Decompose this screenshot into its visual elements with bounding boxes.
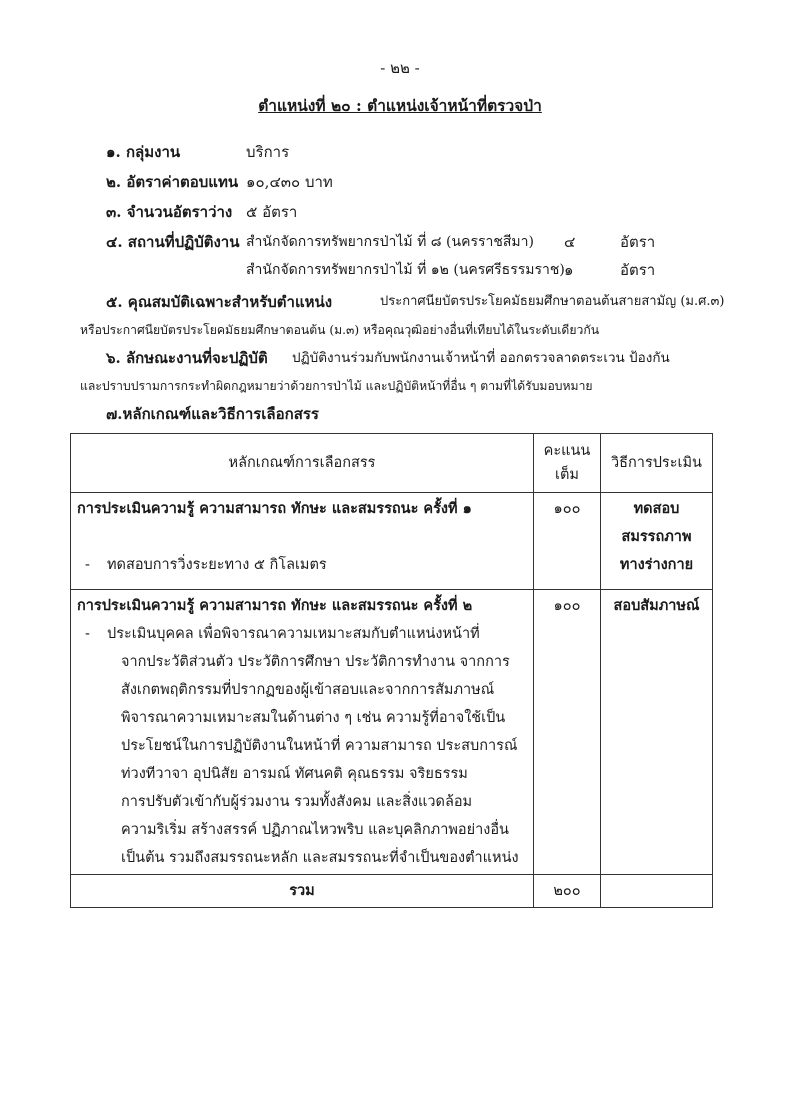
- round1-score: ๑๐๐: [534, 493, 601, 590]
- location-2-unit: อัตรา: [620, 261, 656, 279]
- round2-item-line: ความริเริ่ม สร้างสรรค์ ปฏิภาณไหวพริบ และบุคลิกภาพอย่างอื่น: [121, 822, 509, 838]
- round1-item-text: ทดสอบการวิ่งระยะทาง ๕ กิโลเมตร: [107, 557, 327, 573]
- header-criteria: หลักเกณฑ์การเลือกสรร: [71, 434, 534, 493]
- table-row: [71, 590, 713, 875]
- page-title: [0, 96, 800, 116]
- qualification-label: ๕. คุณสมบัติเฉพาะสำหรับตำแหน่ง: [106, 293, 333, 311]
- total-score: ๒๐๐: [534, 875, 601, 908]
- round2-item-line: เป็นต้น รวมถึงสมรรถนะหลัก และสมรรถนะที่จำเป็นของตำแหน่ง: [121, 850, 519, 866]
- round1-title: การประเมินความรู้ ความสามารถ ทักษะ และสมรรถนะ ครั้งที่ ๑: [77, 500, 472, 517]
- round2-criteria-cell: [71, 590, 534, 875]
- round2-method: สอบสัมภาษณ์: [601, 590, 713, 875]
- round2-item-line: จากประวัติส่วนตัว ประวัติการศึกษา ประวัติการทำงาน จากการ: [121, 654, 510, 670]
- round1-method-line: สมรรถภาพ: [621, 528, 692, 545]
- duty-label: ๖. ลักษณะงานที่จะปฏิบัติ: [106, 349, 268, 367]
- round1-method-line: ทางร่างกาย: [619, 556, 694, 573]
- location-2-name: สำนักจัดการทรัพยากรป่าไม้ ที่ ๑๒ (นครศรีธรรมราช): [246, 262, 565, 278]
- total-label: รวม: [71, 875, 534, 908]
- round2-item-line: การปรับตัวเข้ากับผู้ร่วมงาน รวมทั้งสังคม และสิ่งแวดล้อม: [121, 794, 473, 810]
- location-1-unit: อัตรา: [620, 233, 656, 251]
- header-score: คะแนนเต็ม: [534, 434, 601, 493]
- qualification-line-2: หรือประกาศนียบัตรประโยคมัธยมศึกษาตอนต้น (ม.๓) หรือคุณวุฒิอย่างอื่นที่เทียบได้ในระดับเดียวกัน: [80, 323, 600, 337]
- group-label: ๑. กลุ่มงาน: [106, 143, 181, 161]
- round1-method-cell: [601, 493, 713, 590]
- location-label: ๔. สถานที่ปฏิบัติงาน: [106, 233, 240, 251]
- page-number: - ๒๒ -: [380, 59, 420, 77]
- vacancy-label: ๓. จำนวนอัตราว่าง: [106, 203, 233, 221]
- round2-dash: -: [85, 626, 90, 642]
- duty-line-2: และปราบปรามการกระทำผิดกฎหมายว่าด้วยการป่าไม้ และปฏิบัติหน้าที่อื่น ๆ ตามที่ได้รับมอบหมาย: [80, 379, 593, 393]
- selection-criteria-table: [70, 433, 713, 908]
- round2-item-line: ท่วงทีวาจา อุปนิสัย อารมณ์ ทัศนคติ คุณธรรม จริยธรรม: [121, 766, 468, 782]
- round2-item-first: ประเมินบุคคล เพื่อพิจารณาความเหมาะสมกับตำแหน่งหน้าที่: [107, 626, 480, 642]
- round1-criteria-cell: [71, 493, 534, 590]
- round2-title: การประเมินความรู้ ความสามารถ ทักษะ และสมรรถนะ ครั้งที่ ๒: [77, 597, 473, 614]
- table-row: [71, 493, 713, 590]
- vacancy-value: ๕ อัตรา: [246, 203, 298, 221]
- table-header-row: [71, 434, 713, 493]
- group-value: บริการ: [246, 143, 290, 161]
- round1-dash: -: [85, 557, 90, 573]
- title-text: ตำแหน่งที่ ๒๐ : ตำแหน่งเจ้าหน้าที่ตรวจป่า: [258, 96, 542, 115]
- total-method: [601, 875, 713, 908]
- duty-line-1: ปฏิบัติงานร่วมกับพนักงานเจ้าหน้าที่ ออกตรวจลาดตระเวน ป้องกัน: [292, 350, 670, 366]
- header-method: วิธีการประเมิน: [601, 434, 713, 493]
- wage-label: ๒. อัตราค่าตอบแทน: [106, 173, 239, 191]
- location-1-name: สำนักจัดการทรัพยากรป่าไม้ ที่ ๘ (นครราชสีมา): [246, 234, 534, 250]
- round1-method-line: ทดสอบ: [633, 500, 680, 517]
- round2-item-line: พิจารณาความเหมาะสมในด้านต่าง ๆ เช่น ความรู้ที่อาจใช้เป็น: [121, 710, 506, 726]
- wage-value: ๑๐,๔๓๐ บาท: [246, 173, 333, 191]
- round2-item: [77, 620, 527, 648]
- round1-item: [77, 551, 527, 579]
- round2-score: ๑๐๐: [534, 590, 601, 875]
- round2-item-line: ประโยชน์ในการปฏิบัติงานในหน้าที่ ความสามารถ ประสบการณ์: [121, 738, 518, 754]
- qualification-line-1: ประกาศนียบัตรประโยคมัธยมศึกษาตอนต้นสายสามัญ (ม.ศ.๓): [380, 294, 725, 309]
- criteria-label: ๗.หลักเกณฑ์และวิธีการเลือกสรร: [106, 405, 319, 423]
- location-2-count: ๑: [564, 261, 574, 279]
- round2-item-line: สังเกตพฤติกรรมที่ปรากฏของผู้เข้าสอบและจากการสัมภาษณ์: [121, 682, 495, 698]
- location-1-count: ๔: [564, 233, 576, 251]
- table-total-row: [71, 875, 713, 908]
